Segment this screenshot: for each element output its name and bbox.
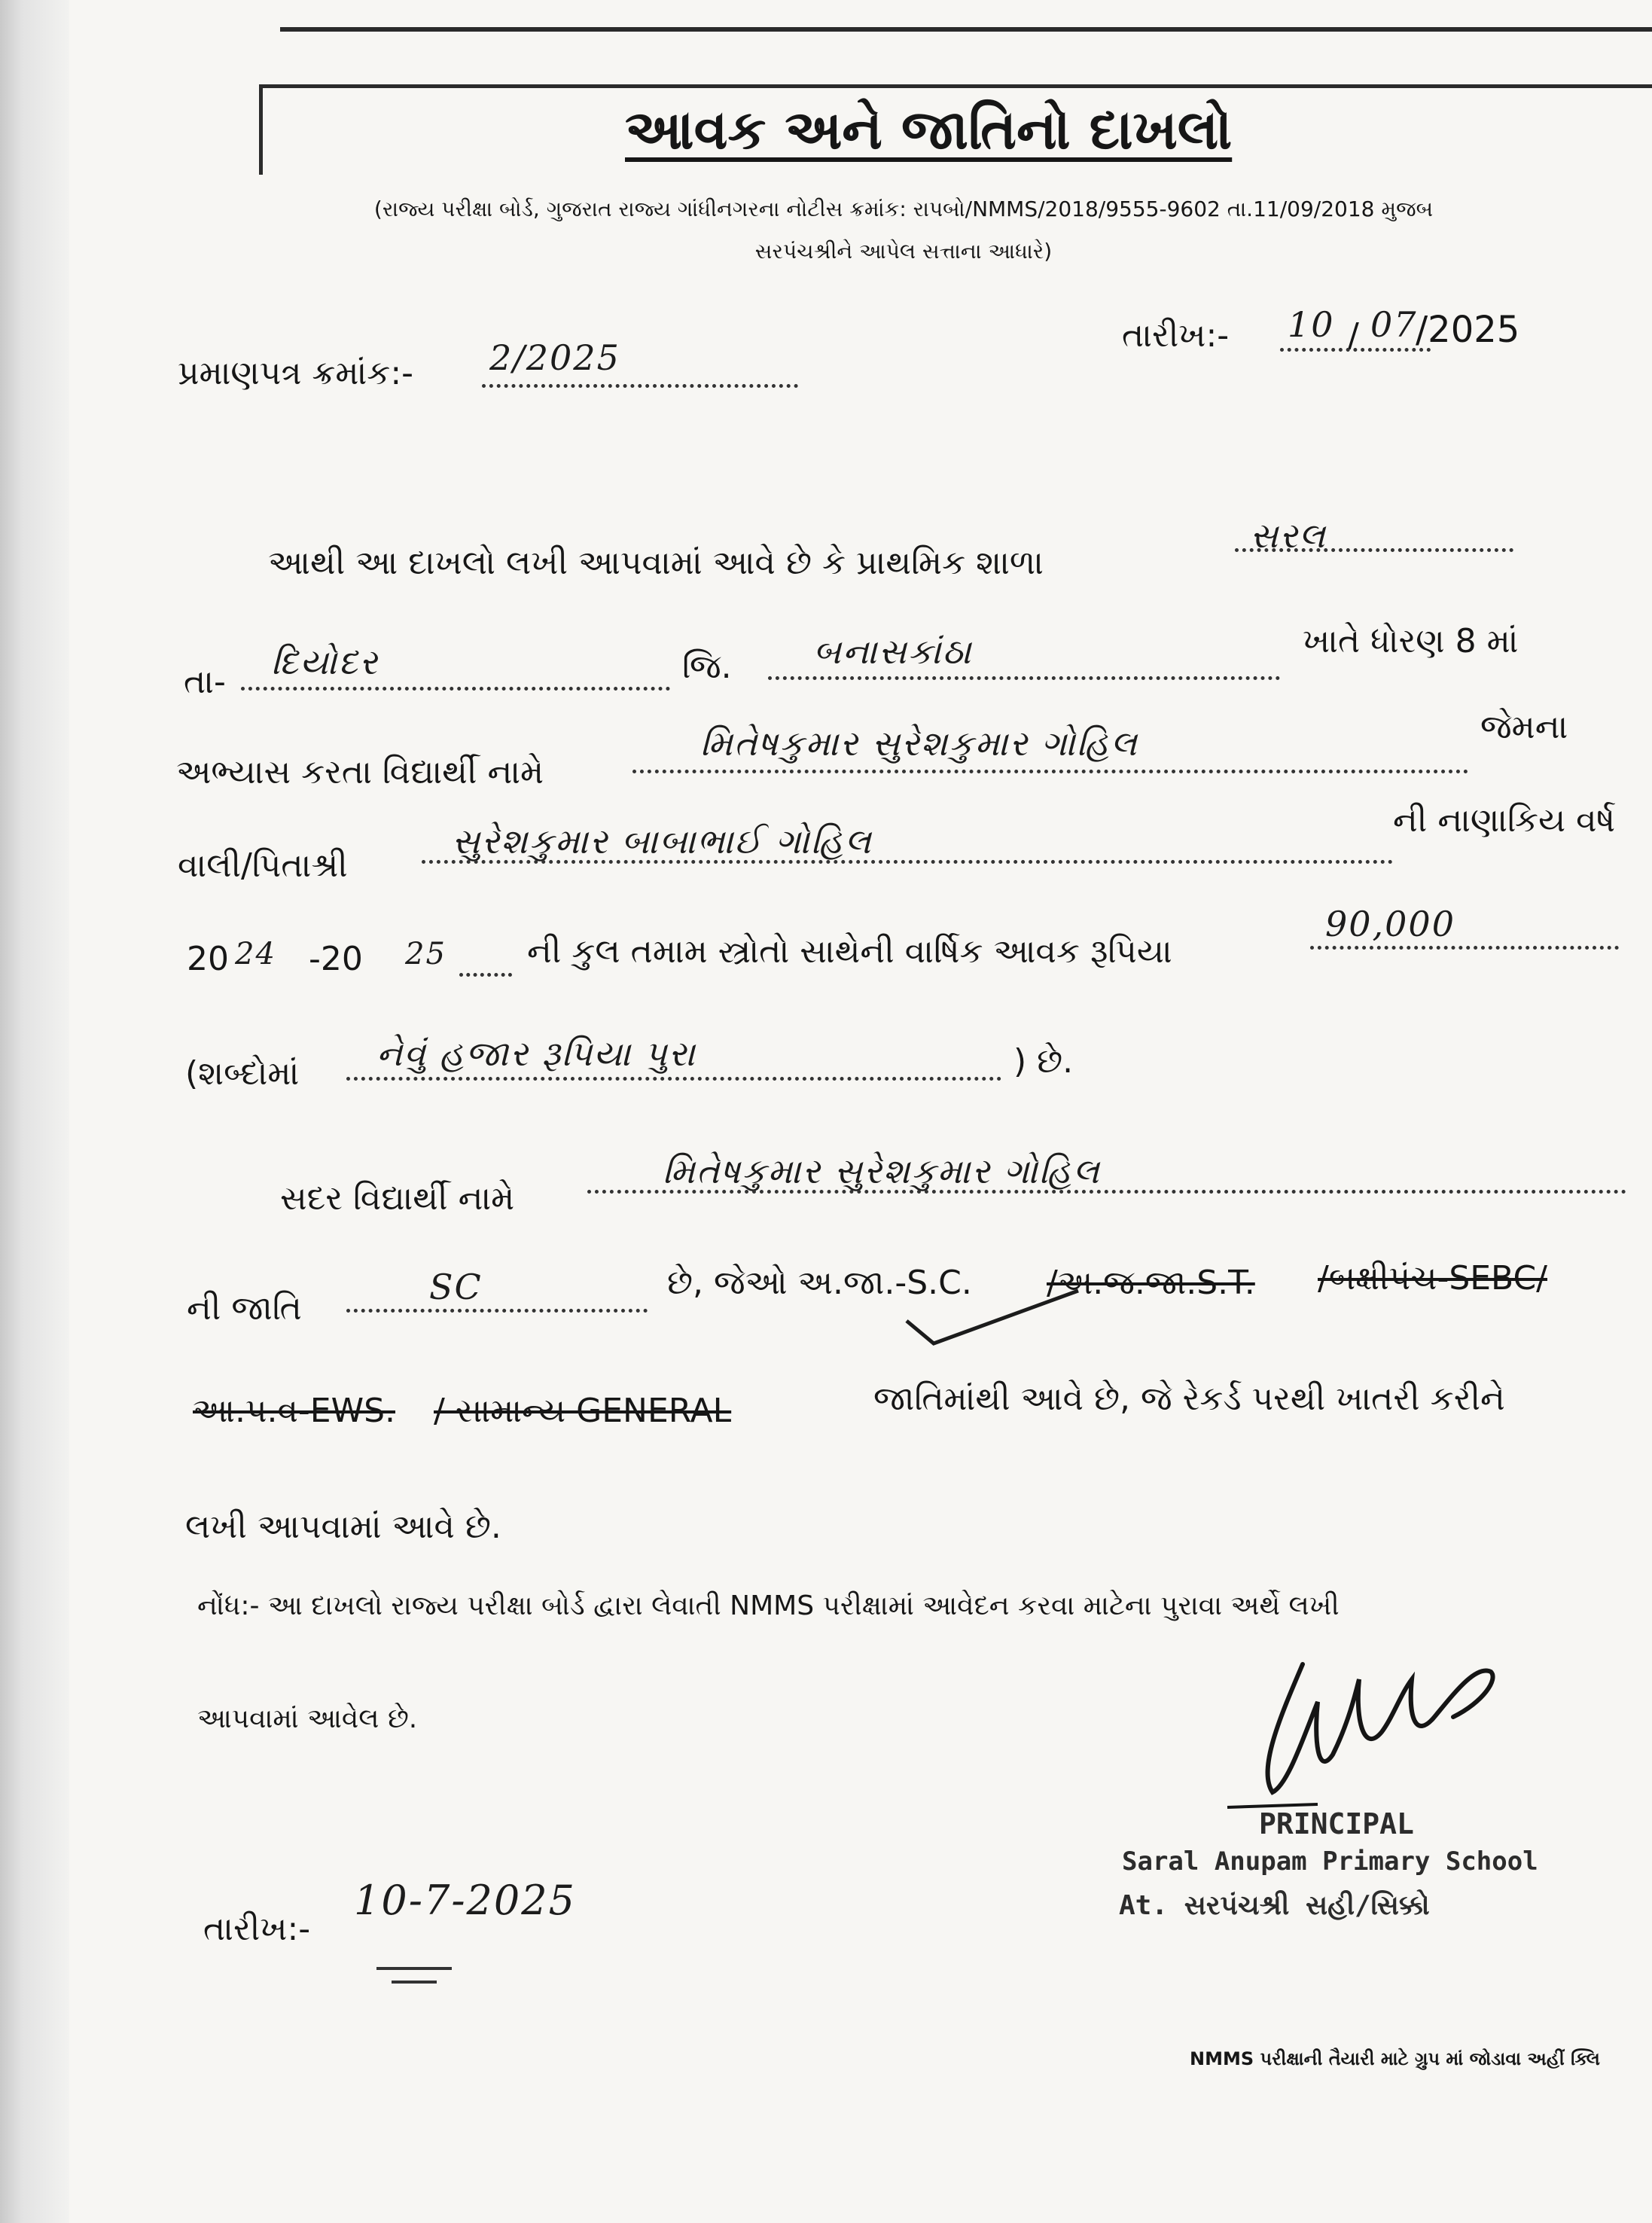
district-value: બનાસકાંઠા [813,631,973,672]
student-name-dots [632,770,1468,773]
student-again-text: સદર વિદ્યાર્થી નામે [280,1179,515,1218]
standard-text: ખાતે ધોરણ 8 માં [1303,622,1519,660]
year-prefix: 20 [187,940,229,978]
caste-label: ની જાતિ [187,1289,302,1328]
student-repeat-dots [587,1190,1626,1194]
date-label: તારીખ:- [1122,316,1230,355]
income-text: ની કુલ તમામ સ્ત્રોતો સાથેની વાર્ષિક આવક રૂપિયા [527,932,1172,971]
words-value: નેવું હજાર રૂપિયા પુરા [376,1033,696,1074]
intro-text: આથી આ દાખલો લખી આપવામાં આવે છે કે પ્રાથમિક શાળા [268,544,1044,582]
school-name-value: સરલ [1250,515,1327,556]
year-mid: -20 [309,940,363,978]
whose-text: જેમના [1480,708,1568,746]
cert-number-value: 2/2025 [489,337,620,378]
taluka-label: તા- [184,663,226,701]
bottom-group-note: NMMS પરીક્ષાની તૈયારી માટે ગ્રુપ માં જોડાવા અહીં ક્લિ [1190,2048,1600,2069]
date-day: 10 [1288,304,1335,345]
words-dots [346,1077,1001,1081]
notice-line-1: (રાજ્ય પરીક્ષા બોર્ડ, ગુજરાત રાજ્ય ગાંધીનગરના નોટીસ ક્રમાંક: રાપબો/NMMS/2018/9555-9602 તા.11/09/2018 મુજબ [373,197,1434,221]
footer-date-value: 10-7-2025 [354,1877,576,1924]
certificate-title: આવક અને જાતિનો દાખલો [625,98,1233,161]
stamp-signature-line: At. સરપંચશ્રી સહી/સિક્કો [1119,1890,1430,1921]
note-line-1: નોંધ:- આ દાખલો રાજ્ય પરીક્ષા બોર્ડ દ્વારા લેવાતી NMMS પરીક્ષામાં આવેદન કરવા માટેના પુરાવા અર્થે લખી [197,1590,1340,1621]
footer-date-underline-2 [392,1981,437,1984]
ews-option-struck: આ.પ.વ-EWS. [193,1392,396,1430]
date-month: 07 [1370,304,1418,345]
record-text: જાતિમાંથી આવે છે, જે રેકર્ડ પરથી ખાતરી કરીને [873,1380,1505,1418]
guardian-dots [422,860,1393,864]
study-text: અભ્યાસ કરતા વિદ્યાર્થી નામે [176,753,544,791]
district-label: જિ. [682,648,732,686]
guardian-label: વાલી/પિતાશ્રી [178,846,348,885]
notice-reference [218,188,1589,273]
year-to-value: 25 [405,937,447,971]
date-dots [1280,348,1431,352]
taluka-value: દિયોદર [271,642,379,682]
notice-line-2: સરપંચશ્રીને આપેલ સત્તાના આધારે) [754,239,1053,264]
sebc-option-struck: /બક્ષીપંચ-SEBC/ [1318,1259,1548,1298]
guardian-name-value: સુરેશકુમાર બાબાભાઈ ગોહિલ [452,821,873,861]
caste-tick-mark [904,1280,1084,1348]
scan-shadow-edge [0,0,69,2223]
caste-mid-text: છે, જેઓ અ.જા.-S.C. [667,1264,972,1302]
stamp-title: PRINCIPAL [1259,1807,1414,1840]
footer-date-underline [376,1967,452,1970]
words-label: (શબ્દોમાં [185,1054,300,1093]
taluka-dots [241,687,670,691]
general-option-struck: / સામાન્ય GENERAL [434,1392,732,1430]
year-dots [459,973,512,977]
footer-date-label: તારીખ:- [203,1910,311,1948]
financial-year-text: ની નાણાકિય વર્ષ [1393,801,1616,840]
income-value: 90,000 [1325,904,1455,944]
note-line-2: આપવામાં આવેલ છે. [197,1703,418,1734]
title-box-top [259,84,1652,88]
district-dots [768,676,1280,680]
caste-dots [346,1309,648,1313]
stamp-school: Saral Anupam Primary School [1122,1846,1538,1877]
student-name-value: મિતેષકુમાર સુરેશકુમાર ગોહિલ [700,723,1138,764]
school-dots [1235,548,1513,552]
closing-text: લખી આપવામાં આવે છે. [185,1508,501,1546]
date-sep-1: / [1348,316,1359,355]
student-name-repeat: મિતેષકુમાર સુરેશકુમાર ગોહિલ [663,1151,1101,1191]
cert-number-dots [482,384,798,388]
principal-signature [1227,1634,1513,1815]
year-from-value: 24 [235,937,276,971]
cert-number-label: પ્રમાણપત્ર ક્રમાંક:- [178,354,414,392]
income-dots [1310,946,1619,950]
caste-value: SC [429,1267,483,1307]
date-year: /2025 [1416,309,1520,351]
words-end: ) છે. [1013,1042,1074,1081]
title-box-left [259,84,263,175]
top-border-line [280,27,1652,32]
st-option-struck: /અ.જ.જા.S.T. [1047,1264,1255,1302]
